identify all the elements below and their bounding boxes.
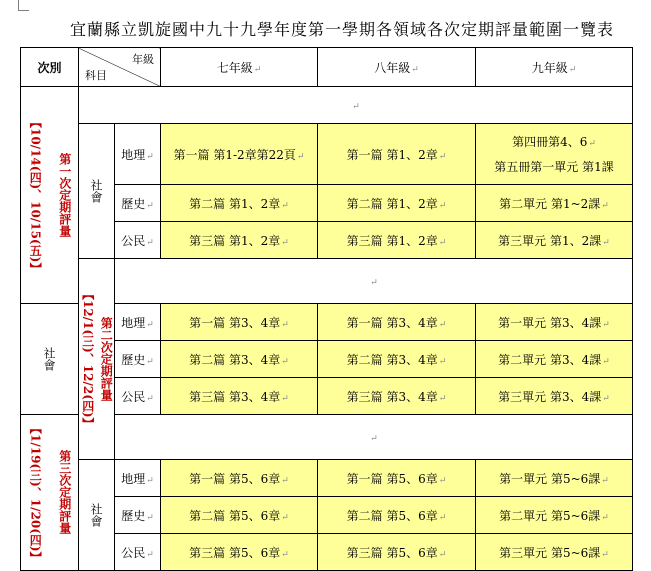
ci-label: 次別	[37, 60, 62, 75]
exam-2-geo-g7: 第一篇 第3、4章↵	[161, 304, 318, 341]
exam-1-domain: 社會	[79, 124, 115, 259]
exam-3-subject-civics: 公民↵	[115, 534, 161, 571]
exam-1-history-g7: 第二篇 第1、2章↵	[161, 185, 318, 222]
exam-1-blank-cell: ↵	[79, 87, 633, 124]
exam-3-geo-g8: 第一篇 第5、6章↵	[318, 460, 476, 497]
subject-label: 科目	[85, 69, 107, 82]
exam-1-geo-g9: 第四冊第4、6↵ 第五冊第一單元 第1課	[476, 124, 633, 185]
exam-3-label-cell	[21, 415, 79, 571]
exam-1-dates: 【10/14(四)、10/15(五)】	[28, 115, 43, 275]
exam-3-dates: 【1/19(三)、1/20(四)】	[28, 421, 43, 564]
exam-1-geo-g7: 第一篇 第1-2章第22頁↵	[161, 124, 318, 185]
exam-2-label-cell	[79, 259, 115, 460]
exam-1-subject-history: 歷史↵	[115, 185, 161, 222]
exam-range-table	[20, 47, 633, 571]
exam-1-subject-geo: 地理↵	[115, 124, 161, 185]
exam-3-title: 第三次定期評量	[57, 450, 72, 535]
exam-3-history-g8: 第二篇 第5、6章↵	[318, 497, 476, 534]
exam-2-dates: 【12/1(三)、12/2(四)】	[80, 288, 95, 430]
exam-1-civics-g7: 第三篇 第1、2章↵	[161, 222, 318, 259]
exam-1-history-g8: 第二篇 第1、2章↵	[318, 185, 476, 222]
exam-3-domain: 社會	[79, 460, 115, 571]
exam-3-geo-g7: 第一篇 第5、6章↵	[161, 460, 318, 497]
exam-1-label-cell	[21, 87, 79, 304]
exam-2-blank-cell: ↵	[115, 259, 633, 304]
exam-2-spacer-row	[21, 259, 633, 304]
header-diagonal-cell	[79, 48, 161, 87]
header-grade-9: 九年級↵	[476, 48, 633, 87]
exam-1-geo-g8: 第一篇 第1、2章↵	[318, 124, 476, 185]
header-grade-7: 七年級↵	[161, 48, 318, 87]
exam-3-row-geo	[21, 460, 633, 497]
exam-2-geo-g8: 第一篇 第3、4章↵	[318, 304, 476, 341]
exam-1-subject-civics: 公民↵	[115, 222, 161, 259]
exam-2-domain: 社會	[21, 304, 79, 415]
exam-1-spacer-row	[21, 87, 633, 124]
exam-3-history-g9: 第二單元 第5~6課↵	[476, 497, 633, 534]
exam-3-geo-g9: 第一單元 第5~6課↵	[476, 460, 633, 497]
exam-3-civics-g9: 第三單元 第5~6課↵	[476, 534, 633, 571]
exam-2-subject-civics: 公民↵	[115, 378, 161, 415]
exam-3-blank-cell: ↵	[115, 415, 633, 460]
exam-2-civics-g9: 第三單元 第3、4課↵	[476, 378, 633, 415]
document-title: 宜蘭縣立凱旋國中九十九學年度第一學期各領域各次定期評量範圍一覽表	[70, 20, 615, 39]
exam-3-civics-g7: 第三篇 第5、6章↵	[161, 534, 318, 571]
exam-3-subject-history: 歷史↵	[115, 497, 161, 534]
exam-2-subject-history: 歷史↵	[115, 341, 161, 378]
exam-2-geo-g9: 第一單元 第3、4課↵	[476, 304, 633, 341]
header-grade-8: 八年級↵	[318, 48, 476, 87]
exam-2-history-g9: 第二單元 第3、4課↵	[476, 341, 633, 378]
exam-1-title: 第一次定期評量	[57, 153, 72, 237]
exam-2-history-g7: 第二篇 第3、4章↵	[161, 341, 318, 378]
exam-2-title: 第二次定期評量	[99, 316, 114, 401]
exam-3-history-g7: 第二篇 第5、6章↵	[161, 497, 318, 534]
grade-label: 年級	[132, 53, 154, 66]
exam-1-civics-g8: 第三篇 第1、2章↵	[318, 222, 476, 259]
exam-3-civics-g8: 第三篇 第5、6章↵	[318, 534, 476, 571]
exam-2-subject-geo: 地理↵	[115, 304, 161, 341]
page-corner-mark	[18, 0, 29, 11]
exam-3-subject-geo: 地理↵	[115, 460, 161, 497]
exam-2-history-g8: 第二篇 第3、4章↵	[318, 341, 476, 378]
exam-2-civics-g7: 第三篇 第3、4章↵	[161, 378, 318, 415]
exam-2-civics-g8: 第三篇 第3、4章↵	[318, 378, 476, 415]
exam-1-civics-g9: 第三單元 第1、2課↵	[476, 222, 633, 259]
exam-1-row-geo	[21, 124, 633, 185]
header-ci-cell	[21, 48, 79, 87]
header-row	[21, 48, 633, 87]
exam-1-history-g9: 第二單元 第1~2課↵	[476, 185, 633, 222]
